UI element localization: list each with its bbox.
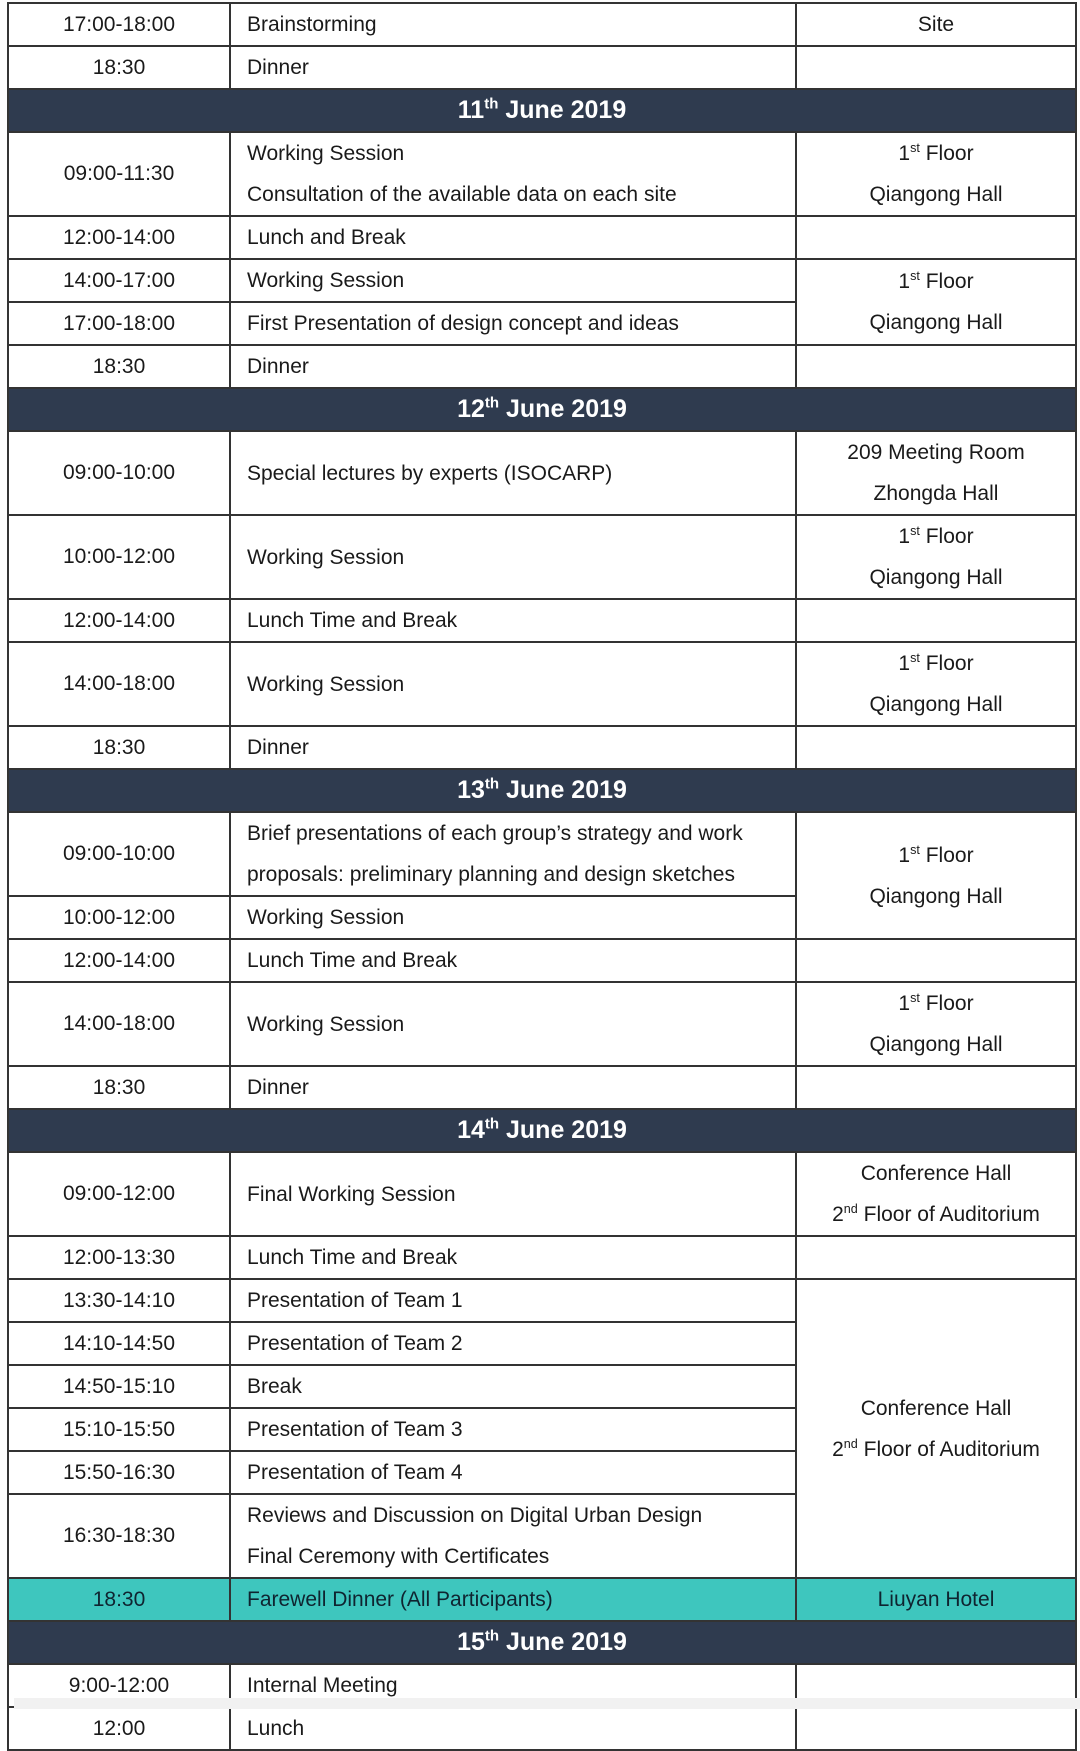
text-line: 209 Meeting Room <box>847 441 1025 464</box>
table-row <box>8 726 1076 769</box>
text-line: Zhongda Hall <box>873 482 999 505</box>
activity-cell <box>230 1322 796 1365</box>
time-cell: 09:00-12:00 <box>8 1152 230 1236</box>
activity-cell <box>230 726 796 769</box>
text-line: Lunch <box>247 1717 305 1740</box>
table-row <box>8 1279 1076 1322</box>
text-line: 1st Floor <box>898 269 974 293</box>
activity-cell <box>230 345 796 388</box>
table-row <box>8 1236 1076 1279</box>
table-row <box>8 431 1076 515</box>
text-line: 1st Floor <box>898 524 974 548</box>
activity-cell <box>230 896 796 939</box>
table-row <box>8 599 1076 642</box>
text-line: Working Session <box>247 269 405 292</box>
site-cell <box>796 1066 1076 1109</box>
time-cell: 12:00-14:00 <box>8 216 230 259</box>
site-cell <box>796 939 1076 982</box>
site-cell <box>796 515 1076 599</box>
time-cell: 12:00-13:30 <box>8 1236 230 1279</box>
text-line: Presentation of Team 3 <box>247 1418 463 1441</box>
activity-cell <box>230 982 796 1066</box>
time-cell: 9:00-12:00 <box>8 1664 230 1707</box>
text-line: 1st Floor <box>898 651 974 675</box>
text-line: Break <box>247 1375 302 1398</box>
time-cell: 10:00-12:00 <box>8 515 230 599</box>
activity-cell <box>230 46 796 89</box>
activity-cell <box>230 642 796 726</box>
site-cell <box>796 345 1076 388</box>
text-line: 2nd Floor of Auditorium <box>832 1436 1040 1461</box>
day-header-row <box>8 769 1076 812</box>
site-cell <box>796 982 1076 1066</box>
activity-cell <box>230 1152 796 1236</box>
table-row <box>8 1066 1076 1109</box>
day-header: 14th June 2019 <box>8 1109 1076 1152</box>
activity-cell <box>230 515 796 599</box>
text-line: Presentation of Team 4 <box>247 1461 463 1484</box>
time-cell: 09:00-10:00 <box>8 431 230 515</box>
table-row <box>8 3 1076 46</box>
text-line: Liuyan Hotel <box>877 1588 995 1611</box>
site-cell <box>796 1707 1076 1750</box>
text-line: Presentation of Team 2 <box>247 1332 463 1355</box>
activity-cell <box>230 431 796 515</box>
table-row <box>8 259 1076 302</box>
time-cell: 17:00-18:00 <box>8 302 230 345</box>
time-cell: 14:50-15:10 <box>8 1365 230 1408</box>
activity-cell <box>230 1365 796 1408</box>
activity-cell <box>230 1408 796 1451</box>
site-cell <box>796 642 1076 726</box>
activity-cell <box>230 1279 796 1322</box>
activity-cell <box>230 1066 796 1109</box>
text-line: Reviews and Discussion on Digital Urban Design <box>247 1504 703 1527</box>
day-header-row <box>8 89 1076 132</box>
day-header-row <box>8 388 1076 431</box>
day-header-row <box>8 1109 1076 1152</box>
time-cell: 10:00-12:00 <box>8 896 230 939</box>
activity-cell <box>230 302 796 345</box>
table-row <box>8 812 1076 896</box>
text-line: Dinner <box>247 1076 309 1099</box>
time-cell: 09:00-10:00 <box>8 812 230 896</box>
site-cell <box>796 726 1076 769</box>
site-cell <box>796 1279 1076 1578</box>
time-cell: 18:30 <box>8 1578 230 1621</box>
time-cell: 18:30 <box>8 726 230 769</box>
text-line: Conference Hall <box>860 1162 1012 1185</box>
text-line: Working Session <box>247 545 405 569</box>
text-line: Qiangong Hall <box>869 693 1003 716</box>
time-cell: 15:50-16:30 <box>8 1451 230 1494</box>
text-line: Qiangong Hall <box>869 566 1003 589</box>
text-line: 1st Floor <box>898 842 974 867</box>
table-row <box>8 939 1076 982</box>
time-cell: 16:30-18:30 <box>8 1494 230 1578</box>
text-line: Working Session <box>247 672 405 696</box>
text-line: Dinner <box>247 736 309 759</box>
text-line: Consultation of the available data on each site <box>247 183 677 206</box>
table-row <box>8 1707 1076 1750</box>
time-cell: 12:00-14:00 <box>8 599 230 642</box>
table-row <box>8 1578 1076 1621</box>
activity-cell <box>230 1494 796 1578</box>
table-row <box>8 46 1076 89</box>
activity-cell <box>230 132 796 216</box>
site-cell <box>796 812 1076 939</box>
text-line: Lunch and Break <box>247 226 406 249</box>
table-row <box>8 132 1076 216</box>
activity-cell <box>230 812 796 896</box>
site-cell <box>796 216 1076 259</box>
time-cell: 14:00-18:00 <box>8 642 230 726</box>
text-line: Farewell Dinner (All Participants) <box>247 1588 553 1611</box>
table-row <box>8 982 1076 1066</box>
activity-cell <box>230 1236 796 1279</box>
day-header-row <box>8 1621 1076 1664</box>
text-line: Lunch Time and Break <box>247 949 458 972</box>
time-cell: 13:30-14:10 <box>8 1279 230 1322</box>
text-line: Dinner <box>247 355 309 378</box>
text-line: Final Ceremony with Certificates <box>247 1545 550 1568</box>
text-line: Qiangong Hall <box>869 1033 1003 1056</box>
text-line: First Presentation of design concept and ideas <box>247 312 679 335</box>
activity-cell <box>230 939 796 982</box>
text-line: Conference Hall <box>860 1396 1012 1420</box>
time-cell: 18:30 <box>8 345 230 388</box>
text-line: Working Session <box>247 142 405 165</box>
day-header: 15th June 2019 <box>8 1621 1076 1664</box>
text-line: Dinner <box>247 56 309 79</box>
table-row <box>8 345 1076 388</box>
time-cell: 14:00-17:00 <box>8 259 230 302</box>
text-line: Working Session <box>247 1012 405 1036</box>
time-cell: 14:00-18:00 <box>8 982 230 1066</box>
text-line: Special lectures by experts (ISOCARP) <box>247 461 613 485</box>
site-cell <box>796 1578 1076 1621</box>
schedule-table <box>7 2 1077 1751</box>
text-line: Site <box>917 13 955 36</box>
table-row <box>8 1152 1076 1236</box>
text-line: Qiangong Hall <box>869 311 1003 334</box>
activity-cell <box>230 599 796 642</box>
text-line: Qiangong Hall <box>869 884 1003 908</box>
site-cell <box>796 599 1076 642</box>
text-line: Qiangong Hall <box>869 183 1003 206</box>
text-line: Final Working Session <box>247 1182 456 1206</box>
time-cell: 12:00-14:00 <box>8 939 230 982</box>
site-cell <box>796 1236 1076 1279</box>
activity-cell <box>230 259 796 302</box>
text-line: Working Session <box>247 906 405 929</box>
table-row <box>8 642 1076 726</box>
time-cell: 18:30 <box>8 1066 230 1109</box>
text-line: Lunch Time and Break <box>247 1246 458 1269</box>
text-line: Lunch Time and Break <box>247 609 458 632</box>
page-bottom-margin <box>14 1698 1080 1709</box>
text-line: Presentation of Team 1 <box>247 1289 463 1312</box>
text-line: 1st Floor <box>898 991 974 1015</box>
text-line: 2nd Floor of Auditorium <box>832 1202 1040 1226</box>
table-row <box>8 515 1076 599</box>
text-line: 1st Floor <box>898 141 974 165</box>
activity-cell <box>230 1707 796 1750</box>
site-cell <box>796 46 1076 89</box>
site-cell <box>796 259 1076 345</box>
time-cell: 15:10-15:50 <box>8 1408 230 1451</box>
time-cell: 18:30 <box>8 46 230 89</box>
site-cell <box>796 132 1076 216</box>
time-cell: 12:00 <box>8 1707 230 1750</box>
text-line: Brief presentations of each group’s strategy and work proposals: preliminary planning and design sketches <box>247 822 743 886</box>
table-row <box>8 216 1076 259</box>
day-header: 12th June 2019 <box>8 388 1076 431</box>
text-line: Brainstorming <box>247 13 377 36</box>
time-cell: 14:10-14:50 <box>8 1322 230 1365</box>
activity-cell <box>230 1578 796 1621</box>
site-cell <box>796 1152 1076 1236</box>
day-header: 11th June 2019 <box>8 89 1076 132</box>
activity-cell <box>230 3 796 46</box>
activity-cell <box>230 1451 796 1494</box>
time-cell: 09:00-11:30 <box>8 132 230 216</box>
day-header: 13th June 2019 <box>8 769 1076 812</box>
text-line: Internal Meeting <box>247 1674 398 1697</box>
activity-cell <box>230 216 796 259</box>
site-cell <box>796 431 1076 515</box>
site-cell <box>796 3 1076 46</box>
time-cell: 17:00-18:00 <box>8 3 230 46</box>
